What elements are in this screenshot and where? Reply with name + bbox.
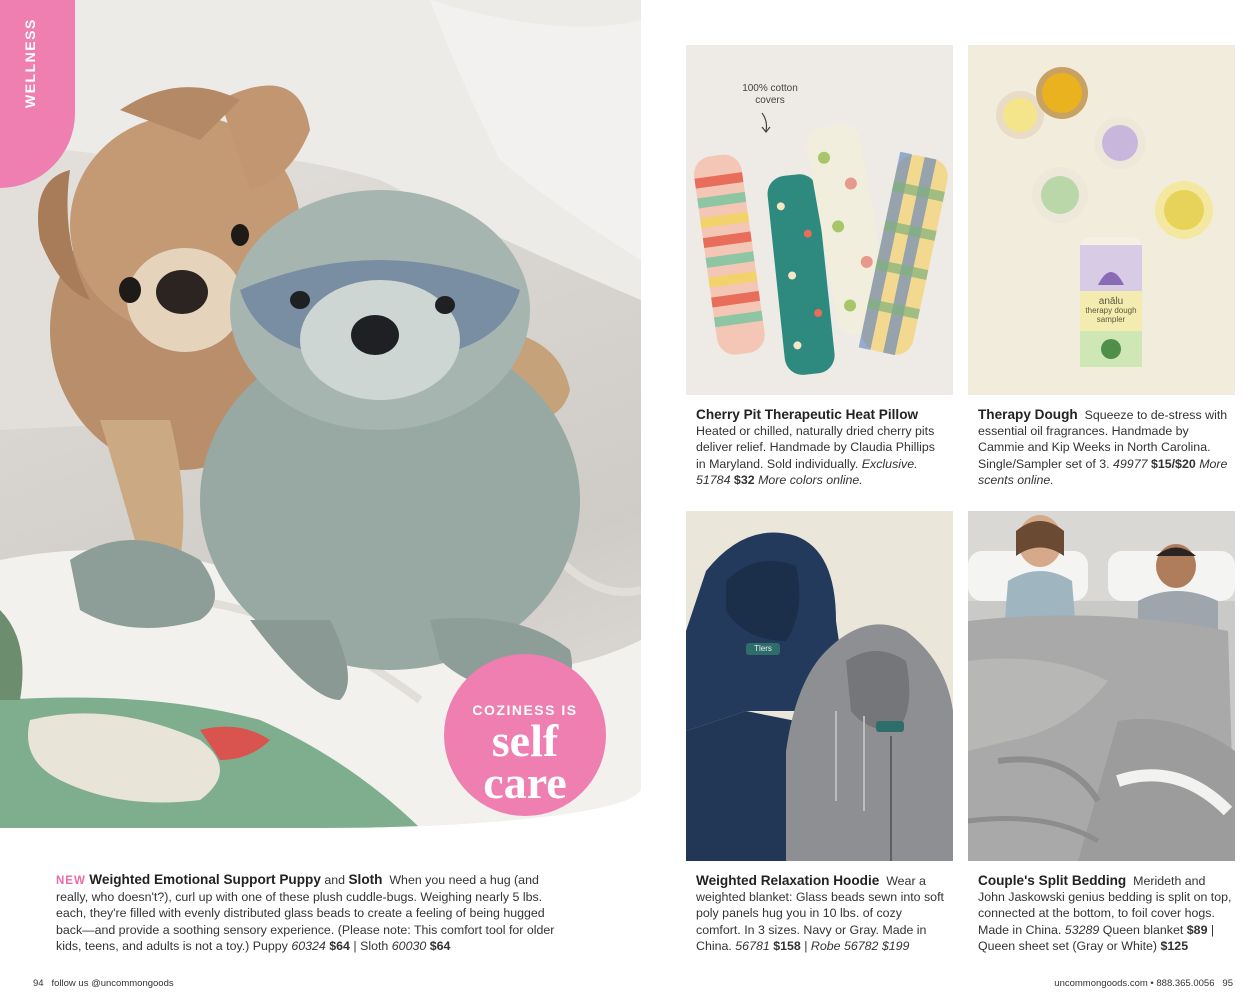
hoodie-separator: | <box>804 938 808 953</box>
dough-label <box>1080 297 1142 324</box>
section-tab-label: WELLNESS <box>22 18 38 108</box>
therapy-dough-note: More scents online. <box>978 456 1228 487</box>
bedding-price: $89 <box>1186 922 1208 937</box>
hoodie-illustration <box>686 511 953 861</box>
badge-line3: care <box>483 757 567 808</box>
heat-pillow-body: Heated or chilled, naturally dried cherry pits deliver relief. Handmade by Claudia Phillips in Maryland. Sold individually. <box>696 424 935 471</box>
hoodie-price: $158 <box>773 938 801 953</box>
heat-pillow-exclusive: Exclusive. 51784 <box>696 456 918 487</box>
bedding-separator: | <box>1210 922 1215 937</box>
heat-pillow-illustration <box>686 45 953 395</box>
therapy-dough-body: Squeeze to de-stress with essential oil fragrances. Handmade by Cammie and Kip Weeks in North Carolina. Single/Sampler set of 3. <box>978 408 1228 471</box>
sloth-label: Sloth <box>360 938 389 953</box>
badge-script <box>444 715 606 808</box>
bedding-title: Couple's Split Bedding <box>978 873 1127 888</box>
new-label: NEW <box>56 875 86 887</box>
dough-label-line2: sampler <box>1096 315 1126 324</box>
heat-pillow-photo <box>686 45 953 395</box>
bedding-body: Merideth and John Jaskowski genius bedding is split on top, connected at the bottom, to foil cover hogs. Made in China. <box>978 874 1232 937</box>
social-handle: follow us @uncommongoods <box>51 978 174 989</box>
hoodie-description <box>696 873 946 954</box>
coziness-badge <box>444 654 606 816</box>
hoodie-title: Weighted Relaxation Hoodie <box>696 873 880 888</box>
therapy-dough-sku: 49977 <box>1113 456 1148 471</box>
heat-pillow-title: Cherry Pit Therapeutic Heat Pillow <box>696 407 919 422</box>
phone-number: 888.365.0056 <box>1156 978 1215 989</box>
therapy-dough-title: Therapy Dough <box>978 407 1078 422</box>
puppy-sku: 60324 <box>291 938 326 953</box>
footer-bullet: • <box>1150 978 1154 989</box>
dough-label-line1: therapy dough <box>1085 306 1137 315</box>
bedding-sheet-price: $125 <box>1160 938 1189 953</box>
bedding-illustration <box>968 511 1235 861</box>
right-footer <box>1054 978 1233 989</box>
hoodie-photo <box>686 511 953 861</box>
website: uncommongoods.com <box>1054 978 1148 989</box>
robe-info: Robe 56782 $199 <box>810 938 910 953</box>
cotton-callout-line1: 100% cotton <box>742 83 798 94</box>
product-body: When you need a hug (and really, who doesn't?), curl up with one of these plush cuddle-bugs. Weighing nearly 5 lbs. each, they're filled with evenly distributed glass beads to create a feeling of being hugged back—and provide a soothing sensory experience. (Please note: This comfort tool for older kids, teens, and adults is not a toy.) Puppy <box>56 873 555 953</box>
therapy-dough-price: $15/$20 <box>1150 456 1196 471</box>
puppy-sloth-description <box>56 872 566 954</box>
heat-pillow-note: More colors online. <box>758 472 863 487</box>
product-title: Weighted Emotional Support Puppy <box>89 872 321 887</box>
therapy-dough-illustration <box>968 45 1235 395</box>
bedding-queen-label: Queen blanket <box>1102 922 1184 937</box>
badge-line2: self <box>491 715 559 766</box>
price-separator: | <box>353 938 357 953</box>
title-and: and <box>324 873 346 887</box>
badge-line1: COZINESS IS <box>472 702 578 718</box>
product-title-sloth: Sloth <box>348 872 383 887</box>
dough-brand: anālu <box>1098 296 1124 307</box>
hoodie-sku: 56781 <box>735 938 770 953</box>
heat-pillow-price: $32 <box>733 472 755 487</box>
bedding-sku: 53289 <box>1064 922 1100 937</box>
cotton-callout <box>730 83 810 107</box>
bedding-photo <box>968 511 1235 861</box>
right-page-number: 95 <box>1222 978 1233 989</box>
puppy-price: $64 <box>329 938 350 953</box>
hoodie-body: Wear a weighted blanket: Glass beads sewn into soft poly panels hug you in 10 lbs. of cozy comfort. In 3 sizes. Navy or Gray. Made in China. <box>696 874 944 953</box>
cotton-callout-line2: covers <box>755 95 785 106</box>
hoodie-brand-tag: Tlers <box>754 644 772 653</box>
bedding-description <box>978 873 1233 954</box>
sloth-price: $64 <box>429 938 451 953</box>
bedding-sheet-label: Queen sheet set (Gray or White) <box>978 938 1158 953</box>
heat-pillow-description <box>696 407 946 488</box>
therapy-dough-description <box>978 407 1228 488</box>
left-footer <box>33 978 174 989</box>
therapy-dough-photo <box>968 45 1235 395</box>
left-page-number: 94 <box>33 978 44 989</box>
sloth-sku: 60030 <box>391 938 427 953</box>
